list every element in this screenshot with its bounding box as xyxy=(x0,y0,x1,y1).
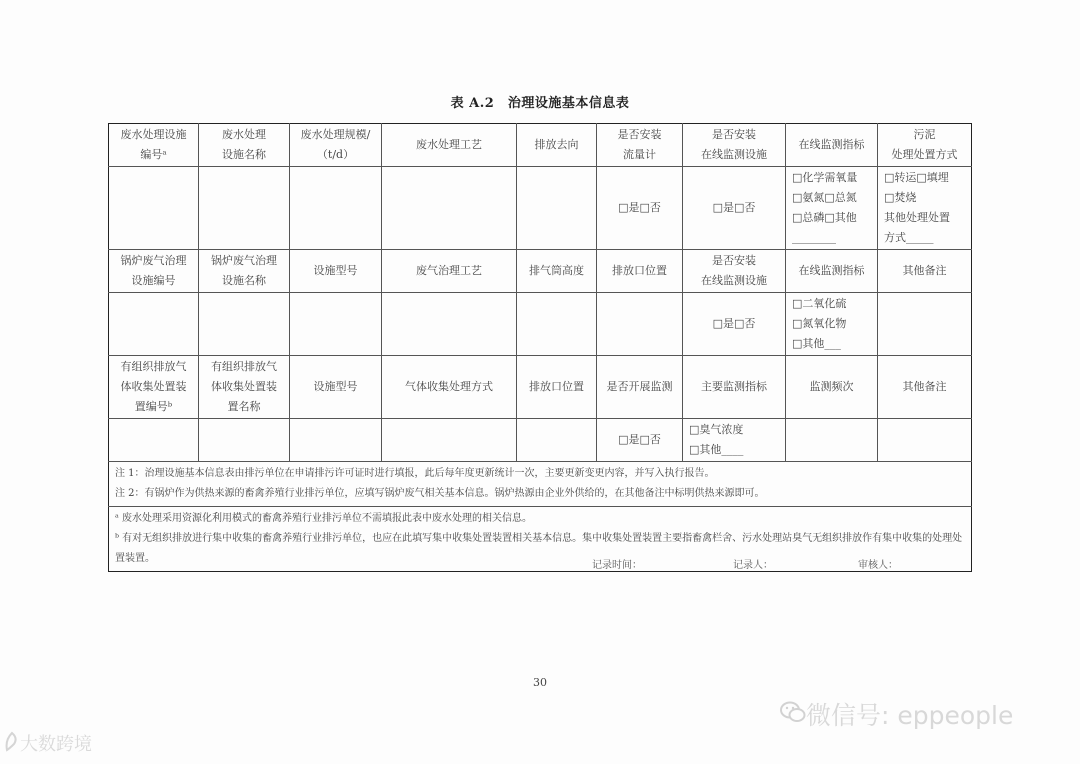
sludge-disposal-options[interactable] xyxy=(878,167,972,250)
option-line[interactable]: □其他____ xyxy=(689,443,744,456)
record-time-label: 记录时间： xyxy=(592,560,642,571)
header-text-line: 废水处理设施 xyxy=(120,128,187,141)
header-cell xyxy=(382,356,517,419)
treatment-facility-table xyxy=(108,123,972,572)
organized-emission-header-row xyxy=(109,356,972,419)
header-cell xyxy=(109,356,199,419)
wastewater-data-row xyxy=(109,167,972,250)
option-line[interactable]: □转运□填埋 xyxy=(884,171,949,184)
header-text-line: 设施名称 xyxy=(222,274,266,287)
header-cell xyxy=(109,250,199,293)
empty-cell xyxy=(109,293,199,356)
header-cell xyxy=(683,124,786,167)
header-text-line: 是否安装 xyxy=(617,128,662,141)
brand-logo-icon xyxy=(4,730,20,752)
header-text-line: 有组织排放气 xyxy=(211,360,277,373)
header-text-line: 锅炉废气治理 xyxy=(120,254,187,267)
option-line[interactable]: □总磷□其他 xyxy=(792,211,857,224)
empty-cell xyxy=(199,167,290,250)
header-cell xyxy=(786,356,878,419)
header-text-line: 排放口位置 xyxy=(529,380,584,393)
empty-cell xyxy=(517,293,597,356)
empty-cell xyxy=(109,419,199,462)
watermark-brand: 大数跨境 xyxy=(20,734,92,755)
boiler-data-row xyxy=(109,293,972,356)
header-text-line: 有组织排放气 xyxy=(120,360,187,373)
empty-cell xyxy=(382,293,517,356)
empty-cell xyxy=(199,419,290,462)
header-text-line: 废水处理工艺 xyxy=(416,138,482,151)
flowmeter-checkbox-group[interactable]: □是□否 xyxy=(597,167,683,250)
header-cell xyxy=(597,124,683,167)
header-text-line: 编号ᵃ xyxy=(140,148,167,161)
header-cell xyxy=(786,250,878,293)
option-line[interactable]: ________ xyxy=(792,231,836,244)
header-text-line: 是否安装 xyxy=(712,128,756,141)
empty-cell xyxy=(290,167,382,250)
option-line[interactable]: 方式_____ xyxy=(884,231,934,244)
empty-cell xyxy=(517,167,597,250)
empty-cell xyxy=(878,293,972,356)
header-text-line: 是否安装 xyxy=(712,254,756,267)
monitor-indicator-options[interactable] xyxy=(786,293,878,356)
header-text-line: 其他备注 xyxy=(902,380,947,393)
header-text-line: 体收集处置装 xyxy=(120,380,187,393)
header-text-line: 排气筒高度 xyxy=(529,264,584,277)
header-text-line: 体收集处置装 xyxy=(211,380,277,393)
header-cell xyxy=(878,250,972,293)
option-line[interactable]: □焚烧 xyxy=(884,191,917,204)
notes-1-2 xyxy=(109,462,972,507)
header-text-line: 设施名称 xyxy=(222,148,266,161)
organized-emission-data-row xyxy=(109,419,972,462)
header-text-line: 废气治理工艺 xyxy=(416,264,482,277)
header-text-line: 排放去向 xyxy=(534,138,579,151)
empty-cell xyxy=(786,419,878,462)
header-cell xyxy=(786,124,878,167)
footnotes xyxy=(109,507,972,572)
header-text-line: （t/d） xyxy=(316,148,355,161)
monitoring-checkbox-group[interactable]: □是□否 xyxy=(597,419,683,462)
header-text-line: 在线监测设施 xyxy=(701,274,767,287)
header-text-line: 是否开展监测 xyxy=(606,380,673,393)
header-text-line: 废水处理规模/ xyxy=(300,128,371,141)
option-line[interactable]: 其他处理处置 xyxy=(884,211,950,224)
empty-cell xyxy=(878,419,972,462)
footnotes-row xyxy=(109,507,972,572)
header-cell xyxy=(683,356,786,419)
option-line[interactable]: □臭气浓度 xyxy=(689,423,744,436)
header-text-line: 排放口位置 xyxy=(612,264,667,277)
header-cell xyxy=(878,124,972,167)
header-text-line: 设施型号 xyxy=(313,380,358,393)
empty-cell xyxy=(382,167,517,250)
header-cell xyxy=(290,124,382,167)
option-line[interactable]: □二氧化硫 xyxy=(792,297,847,310)
header-text-line: 其他备注 xyxy=(902,264,947,277)
header-cell xyxy=(199,124,290,167)
header-cell xyxy=(878,356,972,419)
header-cell xyxy=(517,250,597,293)
page-number: 30 xyxy=(533,676,547,689)
header-cell xyxy=(517,124,597,167)
boiler-header-row xyxy=(109,250,972,293)
header-cell xyxy=(597,356,683,419)
header-text-line: 处理处置方式 xyxy=(891,148,958,161)
header-text-line: 在线监测指标 xyxy=(798,264,865,277)
watermark-wechat-id: 微信号: eppeople xyxy=(806,701,1014,730)
header-text-line: 置名称 xyxy=(227,400,261,413)
header-text-line: 污泥 xyxy=(913,128,936,141)
header-cell xyxy=(382,124,517,167)
header-text-line: 锅炉废气治理 xyxy=(211,254,277,267)
option-line[interactable]: □氨氮□总氮 xyxy=(792,191,857,204)
empty-cell xyxy=(597,293,683,356)
recorder-label: 记录人： xyxy=(733,560,773,571)
reviewer-label: 审核人： xyxy=(858,560,898,571)
header-cell xyxy=(199,356,290,419)
option-line[interactable]: □化学需氧量 xyxy=(792,171,858,184)
header-text-line: 监测频次 xyxy=(809,380,854,393)
empty-cell xyxy=(290,419,382,462)
option-line[interactable]: □其他___ xyxy=(792,337,841,350)
header-cell xyxy=(597,250,683,293)
monitor-indicator-options[interactable] xyxy=(786,167,878,250)
header-cell xyxy=(290,356,382,419)
note-1: 注 1：治理设施基本信息表由排污单位在申请排污许可证时进行填报，此后每年度更新统计一次，主要更新变更内容，并写入执行报告。 xyxy=(115,468,715,479)
header-cell xyxy=(683,250,786,293)
header-text-line: 流量计 xyxy=(623,148,656,161)
wastewater-header-row xyxy=(109,124,972,167)
footnote-b: ᵇ 有对无组织排放进行集中收集的畜禽养殖行业排污单位，也应在此填写集中收集处置装置相关基本信息。集中收集处置装置主要指畜禽栏舍、污水处理站臭气无组织排放作有集中收集的处理处置装置。 xyxy=(115,533,963,564)
header-text-line: 气体收集处理方式 xyxy=(405,380,493,393)
footnote-a: ᵃ 废水处理采用资源化利用模式的畜禽养殖行业排污单位不需填报此表中废水处理的相关信息。 xyxy=(115,513,533,524)
empty-cell xyxy=(517,419,597,462)
header-text-line: 设施型号 xyxy=(313,264,358,277)
header-text-line: 主要监测指标 xyxy=(701,380,767,393)
header-text-line: 设施编号 xyxy=(131,274,176,287)
notes-row xyxy=(109,462,972,507)
header-cell xyxy=(199,250,290,293)
main-indicator-options[interactable] xyxy=(683,419,786,462)
header-cell xyxy=(109,124,199,167)
online-monitor-checkbox-group[interactable]: □是□否 xyxy=(683,167,786,250)
empty-cell xyxy=(109,167,199,250)
table-title: 表 A.2 治理设施基本信息表 xyxy=(450,96,630,111)
header-cell xyxy=(517,356,597,419)
note-2: 注 2：有锅炉作为供热来源的畜禽养殖行业排污单位，应填写锅炉废气相关基本信息。锅炉热源由企业外供给的，在其他备注中标明供热来源即可。 xyxy=(115,488,765,499)
header-text-line: 在线监测指标 xyxy=(798,138,865,151)
empty-cell xyxy=(382,419,517,462)
header-cell xyxy=(382,250,517,293)
header-text-line: 在线监测设施 xyxy=(701,148,767,161)
option-line[interactable]: □氮氧化物 xyxy=(792,317,847,330)
empty-cell xyxy=(199,293,290,356)
header-cell xyxy=(290,250,382,293)
empty-cell xyxy=(290,293,382,356)
wechat-icon xyxy=(780,700,806,724)
header-text-line: 置编号ᵇ xyxy=(134,400,173,413)
online-monitor-checkbox-group[interactable]: □是□否 xyxy=(683,293,786,356)
header-text-line: 废水处理 xyxy=(222,128,266,141)
